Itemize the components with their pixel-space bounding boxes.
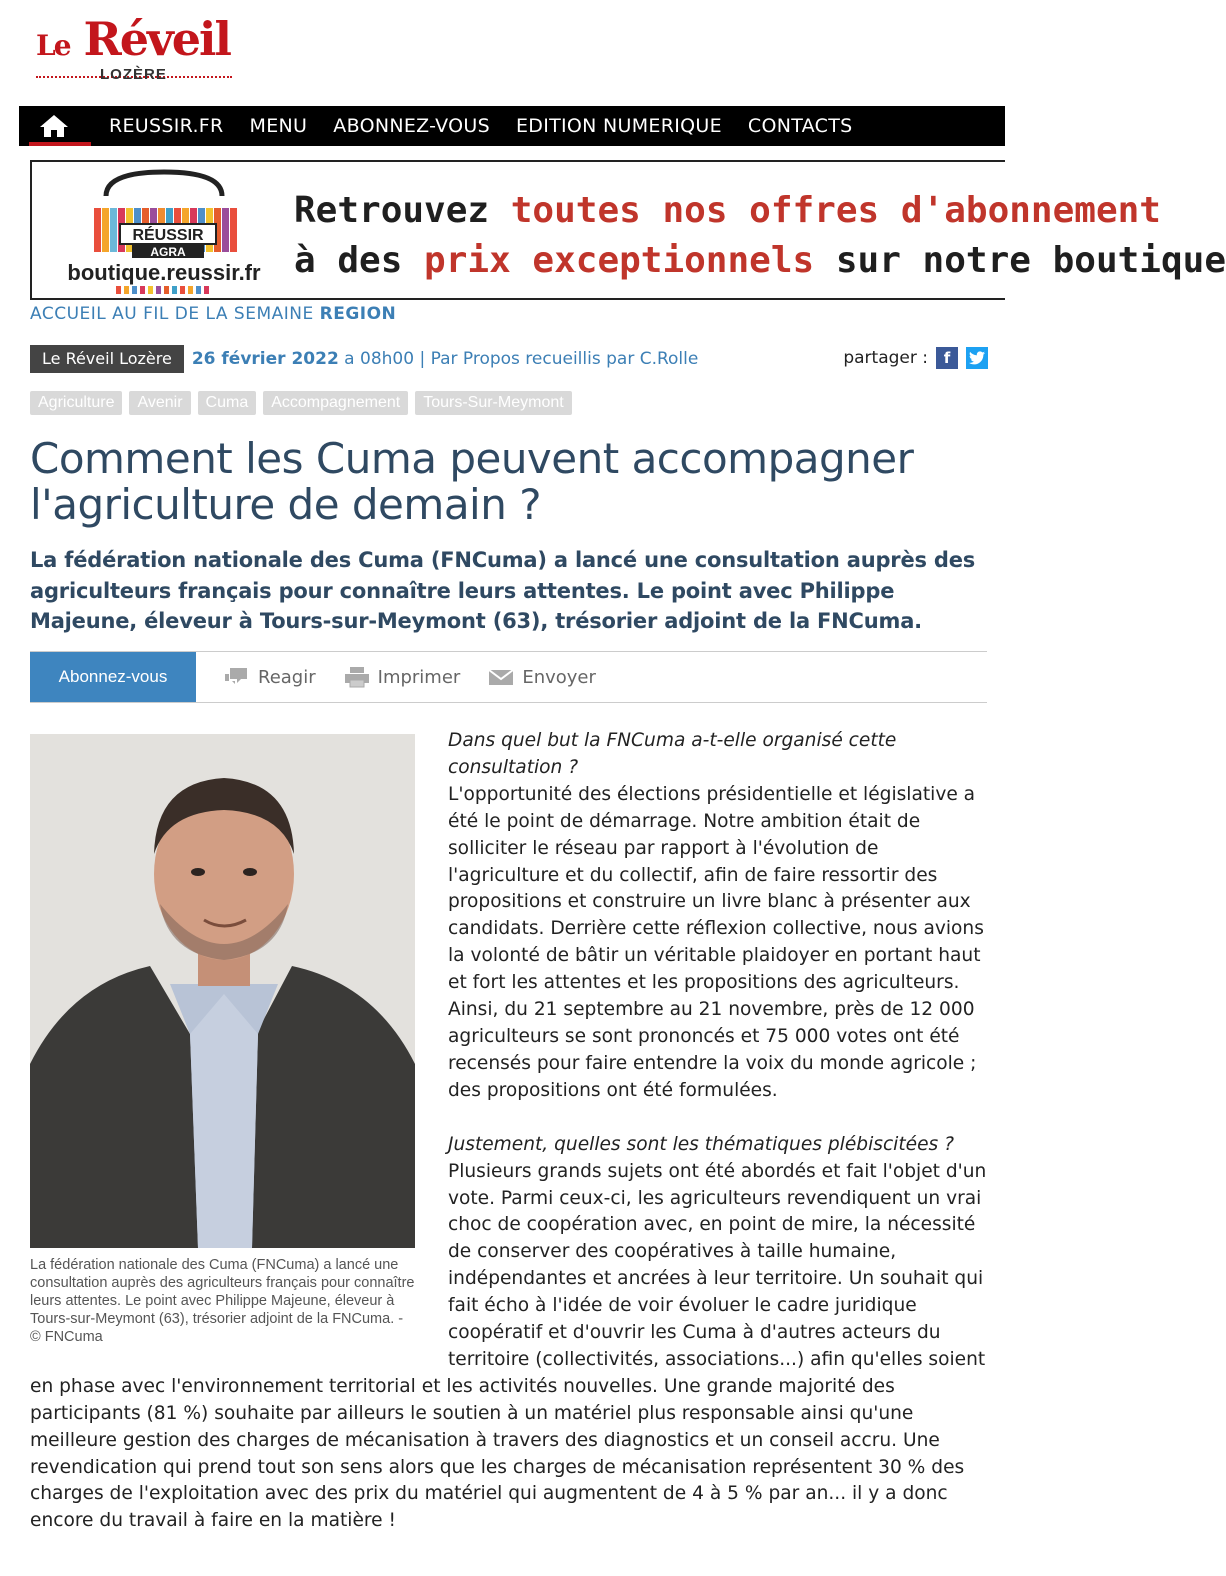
article-title: Comment les Cuma peuvent accompagner l'agriculture de demain ? [30,434,914,529]
react-button[interactable] [224,666,316,688]
article-lead: La fédération nationale des Cuma (FNCuma) a lancé une consultation auprès des agriculteurs français pour connaître leurs attentes. Le point avec Philippe Majeune, éleveur à Tours-sur-Meymont (63), trésorier adjoint de la FNCuma. [30,548,976,633]
logo-wordmark: Le Réveil [36,12,230,66]
question-2: Justement, quelles sont les thématiques plébiscitées ? [448,1133,954,1155]
logo-subtitle: LOZÈRE [100,66,167,83]
publication-badge[interactable]: Le Réveil Lozère [30,345,184,373]
home-icon [39,114,69,138]
nav-home[interactable] [19,106,89,146]
printer-icon [344,666,370,688]
twitter-icon[interactable] [966,347,988,369]
shop-logo [54,168,274,298]
share-bar [843,347,988,369]
nav-item-contacts[interactable]: CONTACTS [747,115,853,137]
article-meta [30,345,988,373]
banner-line-2: à des prix exceptionnels sur notre boutique [294,240,1226,281]
send-label: Envoyer [522,666,596,688]
share-label: partager : [843,348,928,368]
banner-headline [294,186,1226,286]
photo-caption: La fédération nationale des Cuma (FNCuma) a lancé une consultation auprès des agriculteurs français pour connaître leurs attentes. Le point avec Philippe Majeune, éleveur à Tours-sur-Meymont (63), trésorier adjoint de la FNCuma. - © FNCuma [30,1257,415,1345]
tag-list [30,391,579,415]
nav-item-subscribe[interactable]: ABONNEZ-VOUS [333,115,490,137]
answer-2: Plusieurs grands sujets ont été abordés et fait l'objet d'un vote. Parmi ceux-ci, les agriculteurs revendiquent un vrai choc de coopération avec, en point de mire, la nécessité de conserver des coopératives à taille humaine, indépendantes et ancrées à leur territoire. Un souhait qui fait écho à l'idée de voir évoluer le cadre juridique coopératif et d'ouvrir les Cuma à d'autres acteurs du territoire (collectivités, associations...) afin qu'elles soient en phase avec l'environnement territorial et les activités nouvelles. Une grande majorité des participants (81 %) souhaite par ailleurs le soutien à un matériel plus responsable ainsi qu'une meilleure gestion des charges de mécanisation à travers des diagnostics et un conseil accru. Une revendication qui prend tout son sens alors que les charges de mécanisation représentent 30 % des charges de l'exploitation avec des prix du matériel qui augmentent de 4 à 5 % par an... il y a donc encore du travail à faire en la matière ! [30,1160,987,1532]
active-indicator [29,142,91,146]
breadcrumb [30,304,396,324]
answer-1: L'opportunité des élections présidentielle et législative a été le point de démarrage. Notre ambition était de solliciter le réseau par rapport à l'évolution de l'agriculture et du collectif, afin de faire ressortir des propositions et construire un livre blanc à présenter aux candidats. Derrière cette réflexion collective, nous avions la volonté de bâtir un véritable plaidoyer en portant haut et fort les attentes et les propositions des agriculteurs. Ainsi, du 21 septembre au 21 novembre, près de 12 000 agriculteurs se sont prononcés et 75 000 votes ont été recensés pour faire entendre la voix du monde agricole ; des propositions ont été formulées. [448,783,984,1101]
tag-tours-sur-meymont[interactable]: Tours-Sur-Meymont [415,391,571,415]
shop-logo-agra: AGRA [150,245,186,259]
tag-cuma[interactable]: Cuma [198,391,257,415]
photo-spacer [30,728,448,1360]
nav-item-reussir[interactable]: REUSSIR.FR [109,115,224,137]
print-label: Imprimer [377,666,461,688]
tag-avenir[interactable]: Avenir [129,391,190,415]
tag-accompagnement[interactable]: Accompagnement [263,391,408,415]
react-label: Reagir [258,666,316,688]
article-actions [30,651,987,703]
site-logo[interactable] [36,4,236,90]
nav-item-menu[interactable]: MENU [249,115,308,137]
article-date: 26 février 2022 a 08h00 | Par Propos recueillis par C.Rolle [191,349,699,369]
breadcrumb-current[interactable]: REGION [319,304,397,324]
facebook-icon[interactable]: f [936,347,958,369]
comment-icon [224,666,250,688]
tag-agriculture[interactable]: Agriculture [30,391,122,415]
banner-line-1: Retrouvez toutes nos offres d'abonnement [294,190,1161,231]
subscribe-button[interactable]: Abonnez-vous [30,652,196,702]
question-1: Dans quel but la FNCuma a-t-elle organisé cette consultation ? [448,730,897,778]
shop-logo-reussir: RÉUSSIR [132,227,204,244]
nav-item-digital-edition[interactable]: EDITION NUMERIQUE [515,115,722,137]
main-nav [19,106,1005,146]
article-body [30,728,988,1535]
send-button[interactable] [488,667,596,688]
breadcrumb-items[interactable]: ACCUEIL AU FIL DE LA SEMAINE [30,304,314,324]
print-button[interactable] [344,666,461,688]
envelope-icon [488,667,514,687]
shop-logo-url: boutique.reussir.fr [67,260,261,285]
ad-banner[interactable] [30,160,1226,300]
